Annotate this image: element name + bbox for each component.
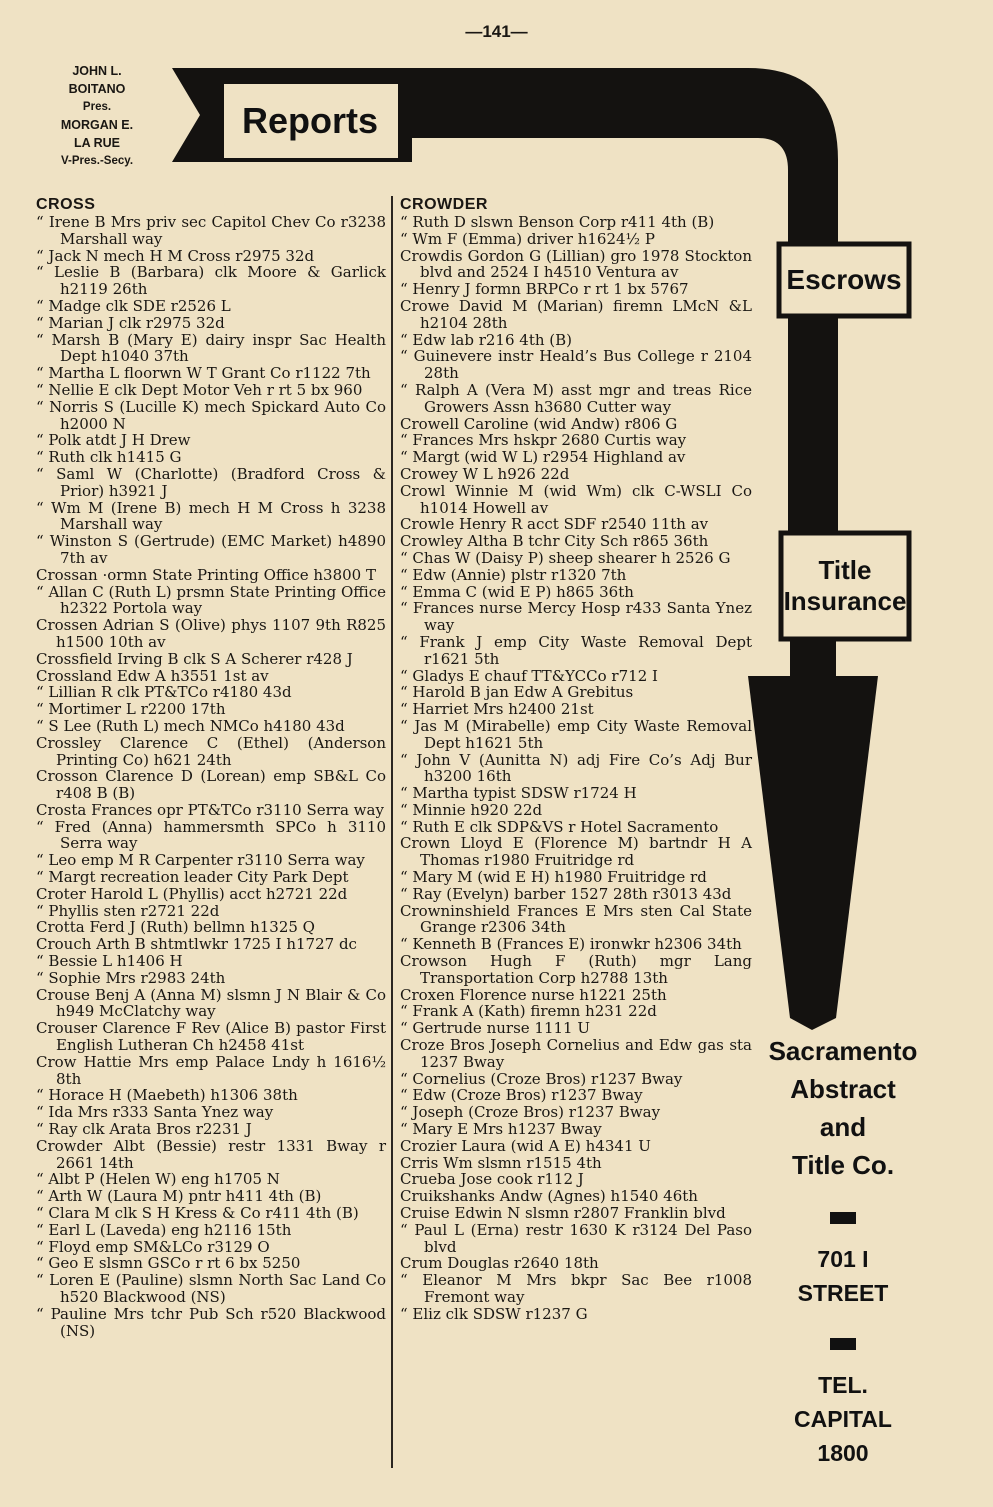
directory-entry: “ Frank A (Kath) firemn h231 22d <box>400 1002 657 1021</box>
phone-line: TEL. <box>818 1372 868 1398</box>
directory-entry: Croxen Florence nurse h1221 25th <box>400 985 667 1004</box>
title-insurance-line: Title <box>818 555 872 585</box>
directory-entry: Crueba Jose cook r112 J <box>400 1170 584 1189</box>
directory-entry: Croter Harold L (Phyllis) acct h2721 22d <box>36 884 348 903</box>
directory-entry: “ Nellie E clk Dept Motor Veh r rt 5 bx 960 <box>36 380 363 399</box>
directory-entry: Crozier Laura (wid A E) h4341 U <box>400 1136 651 1155</box>
page-number: —141— <box>465 22 528 41</box>
directory-entry: “ Jack N mech H M Cross r2975 32d <box>36 246 315 265</box>
directory-entry: “ Sophie Mrs r2983 24th <box>36 968 226 987</box>
directory-entry: “ Joseph (Croze Bros) r1237 Bway <box>400 1103 661 1122</box>
directory-entry: “ Madge clk SDE r2526 L <box>36 296 231 315</box>
arrowhead <box>748 676 878 1030</box>
directory-entry: “ Minnie h920 22d <box>400 800 543 819</box>
directory-entry: Crowell Caroline (wid Andw) r806 G <box>400 414 678 433</box>
directory-entry: “ Phyllis sten r2721 22d <box>36 901 220 920</box>
directory-entry: “ Norris S (Lucille K) mech Spickard Auto Co h2000 N <box>36 397 386 433</box>
directory-entry: Crossland Edw A h3551 1st av <box>36 666 269 685</box>
directory-column-right <box>400 196 752 1323</box>
directory-entry: Crown Lloyd E (Florence M) bartndr H A Thomas r1980 Fruitridge rd <box>400 834 752 870</box>
directory-entry: Crosson Clarence D (Lorean) emp SB&L Co r408 B (B) <box>36 767 386 803</box>
directory-entry: “ Guinevere instr Heald’s Bus College r 2104 28th <box>400 347 752 383</box>
directory-entry: “ Harriet Mrs h2400 21st <box>400 700 594 719</box>
address-line: 701 I <box>817 1246 869 1272</box>
directory-entry: Crow Hattie Mrs emp Palace Lndy h 1616½ 8th <box>36 1052 386 1088</box>
directory-entry: “ Ruth E clk SDP&VS r Hotel Sacramento <box>400 817 719 836</box>
directory-entry: Crum Douglas r2640 18th <box>400 1254 599 1273</box>
directory-entry: “ Arth W (Laura M) pntr h411 4th (B) <box>36 1187 322 1206</box>
directory-entry: Crossan ·ormn State Printing Office h3800 T <box>36 565 376 584</box>
column-heading: CROSS <box>36 196 96 213</box>
directory-entry: “ Martha L floorwn W T Grant Co r1122 7th <box>36 364 371 383</box>
directory-entry: “ Pauline Mrs tchr Pub Sch r520 Blackwood (NS) <box>36 1304 386 1340</box>
directory-entry: “ Leo emp M R Carpenter r3110 Serra way <box>36 851 365 870</box>
directory-entry: “ Mary M (wid E H) h1980 Fruitridge rd <box>400 868 707 887</box>
separator-bar <box>830 1212 856 1224</box>
officer-line: LA RUE <box>73 136 121 150</box>
directory-entry: “ Harold B jan Edw A Grebitus <box>400 683 634 702</box>
directory-entry: Crouser Clarence F Rev (Alice B) pastor First English Lutheran Ch h2458 41st <box>36 1019 386 1055</box>
title-insurance-label <box>780 532 910 640</box>
directory-entry: “ Mary E Mrs h1237 Bway <box>400 1120 602 1139</box>
directory-entry: Crowninshield Frances E Mrs sten Cal State Grange r2306 34th <box>400 901 752 937</box>
directory-entry: “ Gladys E chauf TT&YCCo r712 I <box>400 666 658 685</box>
directory-entry: Croze Bros Joseph Cornelius and Edw gas sta 1237 Bway <box>400 1036 752 1071</box>
directory-entry: “ Wm M (Irene B) mech H M Cross h 3238 Marshall way <box>36 498 386 534</box>
company-name-line: Sacramento <box>768 1036 918 1066</box>
directory-entry: “ Winston S (Gertrude) (EMC Market) h4890 7th av <box>36 532 386 567</box>
directory-entry: “ John V (Aunitta N) adj Fire Co’s Adj Bur h3200 16th <box>400 750 752 786</box>
directory-entry: Crouse Benj A (Anna M) slsmn J N Blair & Co h949 McClatchy way <box>36 985 386 1021</box>
directory-entry: Crotta Ferd J (Ruth) bellmn h1325 Q <box>36 918 315 937</box>
directory-entry: “ Geo E slsmn GSCo r rt 6 bx 5250 <box>36 1254 301 1273</box>
directory-entry: “ Kenneth B (Frances E) ironwkr h2306 34th <box>400 935 742 954</box>
directory-entry: “ Chas W (Daisy P) sheep shearer h 2526 G <box>400 548 731 567</box>
directory-entry: “ Leslie B (Barbara) clk Moore & Garlick h2119 26th <box>36 263 386 299</box>
officer-line: Pres. <box>82 101 112 113</box>
separator-bar <box>830 1338 856 1350</box>
directory-entry: “ Fred (Anna) hammersmth SPCo h 3110 Serra way <box>36 817 386 853</box>
column-divider <box>391 196 393 1468</box>
directory-entry: “ Earl L (Laveda) eng h2116 15th <box>36 1220 292 1239</box>
phone-line: CAPITAL <box>794 1406 892 1432</box>
directory-entry: “ Albt P (Helen W) eng h1705 N <box>36 1170 280 1189</box>
directory-entry: Crouch Arth B shtmtlwkr 1725 I h1727 dc <box>36 935 357 954</box>
directory-entry: “ Martha typist SDSW r1724 H <box>400 784 637 803</box>
directory-entry: “ Edw (Croze Bros) r1237 Bway <box>400 1086 643 1105</box>
directory-entry: “ Gertrude nurse 1111 U <box>400 1019 590 1038</box>
directory-entry: “ Ray clk Arata Bros r2231 J <box>36 1120 252 1139</box>
directory-entry: Crosta Frances opr PT&TCo r3110 Serra way <box>36 800 384 819</box>
officer-line: BOITANO <box>68 82 126 96</box>
directory-entry: “ Ruth clk h1415 G <box>36 448 182 467</box>
directory-entry: “ Polk atdt J H Drew <box>36 431 191 450</box>
directory-entry: Cruise Edwin N slsmn r2807 Franklin blvd <box>400 1204 726 1223</box>
directory-entry: “ Clara M clk S H Kress & Co r411 4th (B) <box>36 1204 359 1223</box>
directory-entry: “ Floyd emp SM&LCo r3129 O <box>36 1237 270 1256</box>
officer-line: MORGAN E. <box>60 118 134 132</box>
phone-line: 1800 <box>817 1440 869 1466</box>
directory-entry: “ Edw lab r216 4th (B) <box>400 330 573 349</box>
directory-entry: “ Frances nurse Mercy Hosp r433 Santa Ynez way <box>400 599 752 635</box>
reports-label: Reports <box>241 100 379 141</box>
arrow-shaft-upper <box>788 316 838 534</box>
directory-entry: “ Lillian R clk PT&TCo r4180 43d <box>36 683 292 702</box>
directory-entry: “ Ralph A (Vera M) asst mgr and treas Rice Growers Assn h3680 Cutter way <box>400 380 752 416</box>
directory-entry: “ Loren E (Pauline) slsmn North Sac Land Co h520 Blackwood (NS) <box>36 1271 386 1306</box>
directory-entry: “ Margt (wid W L) r2954 Highland av <box>400 448 686 467</box>
directory-entry: “ Allan C (Ruth L) prsmn State Printing Office h2322 Portola way <box>36 582 386 618</box>
directory-entry: “ Frances Mrs hskpr 2680 Curtis way <box>400 431 687 450</box>
directory-entry: Crowson Hugh F (Ruth) mgr Lang Transportation Corp h2788 13th <box>400 952 752 987</box>
company-name-line: Abstract <box>790 1074 896 1104</box>
directory-entry: Crris Wm slsmn r1515 4th <box>400 1153 602 1172</box>
directory-entry: “ Ida Mrs r333 Santa Ynez way <box>36 1103 274 1122</box>
directory-entry: “ Bessie L h1406 H <box>36 952 183 971</box>
directory-entry: “ Mortimer L r2200 17th <box>36 700 226 719</box>
address-line: STREET <box>797 1280 889 1306</box>
directory-entry: Crossley Clarence C (Ethel) (Anderson Printing Co) h621 24th <box>36 733 386 769</box>
directory-entry: Cruikshanks Andw (Agnes) h1540 46th <box>400 1187 698 1206</box>
directory-entry: “ Marian J clk r2975 32d <box>36 313 225 332</box>
directory-entry: “ Wm F (Emma) driver h1624½ P <box>400 229 655 248</box>
directory-entry: “ Saml W (Charlotte) (Bradford Cross & Prior) h3921 J <box>36 464 386 500</box>
directory-entry: “ Edw (Annie) plstr r1320 7th <box>400 565 627 584</box>
directory-entry: “ Horace H (Maebeth) h1306 38th <box>36 1086 298 1105</box>
directory-entry: “ Ruth D slswn Benson Corp r411 4th (B) <box>400 213 715 231</box>
directory-entry: “ Paul L (Erna) restr 1630 K r3124 Del Paso blvd <box>400 1220 752 1256</box>
directory-entry: Crossfield Irving B clk S A Scherer r428 J <box>36 649 353 668</box>
directory-entry: “ Jas M (Mirabelle) emp City Waste Removal Dept h1621 5th <box>400 716 752 752</box>
company-advert <box>758 1032 928 1470</box>
directory-entry: Crowe David M (Marian) firemn LMcN &L h2104 28th <box>400 296 752 332</box>
directory-entry: Crowley Althа B tchr City Sch r865 36th <box>400 532 709 551</box>
directory-entry: Crowey W L h926 22d <box>400 464 570 483</box>
directory-column-left <box>36 196 386 1339</box>
directory-entry: Crowle Henry R acct SDF r2540 11th av <box>400 515 709 534</box>
directory-entry: “ S Lee (Ruth L) mech NMCo h4180 43d <box>36 716 345 735</box>
arrow-shaft-lower <box>790 638 836 678</box>
directory-entry: “ Margt recreation leader City Park Dept <box>36 868 349 887</box>
directory-entry: “ Eleanor M Mrs bkpr Sac Bee r1008 Fremont way <box>400 1271 752 1306</box>
company-name-line: and <box>819 1112 867 1142</box>
column-heading: CROWDER <box>400 196 488 213</box>
officer-line: V-Pres.-Secy. <box>60 155 134 167</box>
directory-entry: Crowl Winnie M (wid Wm) clk C-WSLI Co h1014 Howell av <box>400 481 752 517</box>
directory-entry: “ Emma C (wid E P) h865 36th <box>400 582 634 601</box>
directory-entry: Crowdis Gordon G (Lillian) gro 1978 Stockton blvd and 2524 I h4510 Ventura av <box>400 246 752 282</box>
title-insurance-line: Insurance <box>783 586 907 616</box>
escrows-label: Escrows <box>786 264 902 295</box>
directory-entry: “ Cornelius (Croze Bros) r1237 Bway <box>400 1069 683 1088</box>
directory-entry: Crowder Albt (Bessie) restr 1331 Bway r 2661 14th <box>36 1136 386 1172</box>
officer-line: JOHN L. <box>72 64 122 78</box>
directory-entry: “ Irene B Mrs priv sec Capitol Chev Co r3238 Marshall way <box>36 213 386 248</box>
directory-entry: “ Eliz clk SDSW r1237 G <box>400 1304 588 1323</box>
directory-entry: “ Frank J emp City Waste Removal Dept r1621 5th <box>400 632 752 668</box>
directory-entry: “ Ray (Evelyn) barber 1527 28th r3013 43d <box>400 884 732 903</box>
directory-entry: “ Marsh B (Mary E) dairy inspr Sac Health Dept h1040 37th <box>36 330 386 366</box>
company-name-line: Title Co. <box>791 1150 895 1180</box>
directory-entry: “ Henry J formn BRPCo r rt 1 bx 5767 <box>400 280 689 299</box>
directory-entry: Crossen Adrian S (Olive) phys 1107 9th R825 h1500 10th av <box>36 616 386 651</box>
